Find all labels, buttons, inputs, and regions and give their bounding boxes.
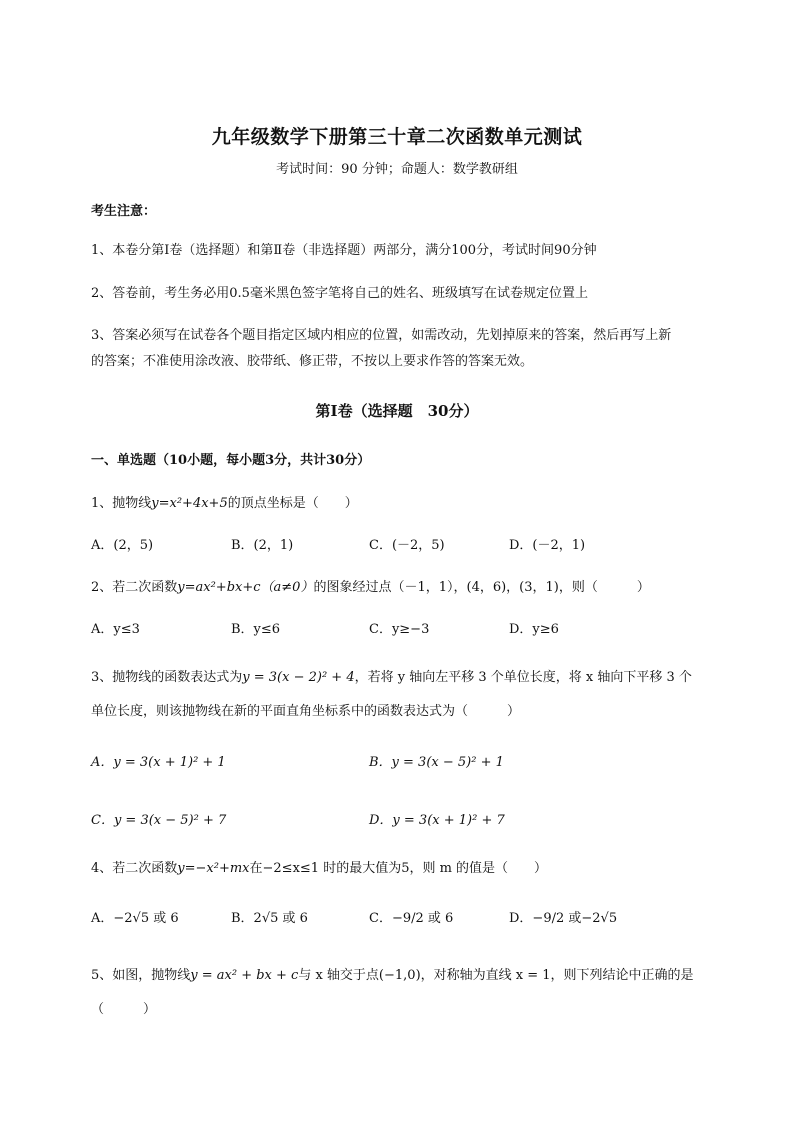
question-2-option-a[interactable]: A．y≤3 <box>91 622 140 637</box>
question-5-suffix: 与 x 轴交于点(−1,0)，对称轴为直线 x = 1，则下列结论中正确的是 <box>298 968 694 983</box>
question-4-expr: y=−x²+mx <box>177 861 250 876</box>
question-4 <box>91 859 731 879</box>
question-3-option-b[interactable]: B．y = 3(x − 5)² + 1 <box>369 755 504 770</box>
question-4-suffix: 在−2≤x≤1 时的最大值为5，则 m 的值是（ ） <box>249 861 548 876</box>
question-2-option-b[interactable]: B．y≤6 <box>231 622 281 637</box>
question-2-option-d[interactable]: D．y≥6 <box>509 622 559 637</box>
section-title: 第Ⅰ卷（选择题 30分） <box>315 402 479 420</box>
question-4-option-d[interactable]: D．−9/2 或−2√5 <box>509 911 618 926</box>
question-1-option-d[interactable]: D．(－2，1) <box>509 538 586 553</box>
question-1-prefix: 1、抛物线 <box>91 496 152 511</box>
notice-item-1: 1、本卷分第Ⅰ卷（选择题）和第Ⅱ卷（非选择题）两部分，满分100分，考试时间90分钟 <box>91 243 597 258</box>
question-4-prefix: 4、若二次函数 <box>91 861 178 876</box>
question-1-option-a[interactable]: A．(2，5) <box>91 538 154 553</box>
exam-info: 考试时间：90 分钟；命题人：数学教研组 <box>276 162 518 177</box>
question-2 <box>91 578 731 598</box>
question-3-line2: 单位长度，则该抛物线在新的平面直角坐标系中的函数表达式为（ ） <box>91 704 521 719</box>
question-3 <box>91 668 731 688</box>
question-4-option-a[interactable]: A．−2√5 或 6 <box>91 911 179 926</box>
question-1-option-c[interactable]: C．(－2，5) <box>369 538 445 553</box>
question-3-suffix: ，若将 y 轴向左平移 3 个单位长度，将 x 轴向下平移 3 个 <box>354 670 692 685</box>
question-1-option-b[interactable]: B．(2，1) <box>231 538 294 553</box>
part-heading: 一、单选题（10小题，每小题3分，共计30分） <box>91 453 371 468</box>
question-2-suffix: 的图象经过点（－1，1），(4，6)，(3，1)，则（ ） <box>313 580 650 595</box>
question-3-option-c[interactable]: C．y = 3(x − 5)² + 7 <box>91 813 227 828</box>
question-2-expr: y=ax²+bx+c（a≠0） <box>177 580 314 595</box>
question-5-prefix: 5、如图，抛物线 <box>91 968 191 983</box>
question-1 <box>91 494 731 514</box>
question-5-line2: （ ） <box>91 1002 157 1017</box>
page-title: 九年级数学下册第三十章二次函数单元测试 <box>211 126 583 148</box>
question-1-suffix: 的顶点坐标是（ ） <box>227 496 358 511</box>
notice-item-2: 2、答卷前，考生务必用0.5毫米黑色签字笔将自己的姓名、班级填写在试卷规定位置上 <box>91 286 588 301</box>
question-1-expr: y=x²+4x+5 <box>151 496 228 511</box>
question-5 <box>91 966 731 986</box>
question-3-prefix: 3、抛物线的函数表达式为 <box>91 670 243 685</box>
question-5-expr: y = ax² + bx + c <box>190 968 299 983</box>
question-2-option-c[interactable]: C．y≥−3 <box>369 622 430 637</box>
question-3-option-d[interactable]: D．y = 3(x + 1)² + 7 <box>369 813 505 828</box>
question-4-option-c[interactable]: C．−9/2 或 6 <box>369 911 454 926</box>
question-4-option-b[interactable]: B．2√5 或 6 <box>231 911 308 926</box>
notice-item-3: 3、答案必须写在试卷各个题目指定区域内相应的位置，如需改动，先划掉原来的答案，然后再写上新 <box>91 328 672 343</box>
question-3-expr: y = 3(x − 2)² + 4 <box>242 670 355 685</box>
notice-item-3-cont: 的答案；不准使用涂改液、胶带纸、修正带，不按以上要求作答的答案无效。 <box>91 354 534 369</box>
question-2-prefix: 2、若二次函数 <box>91 580 178 595</box>
notice-heading: 考生注意： <box>91 204 157 219</box>
question-3-option-a[interactable]: A．y = 3(x + 1)² + 1 <box>91 755 226 770</box>
